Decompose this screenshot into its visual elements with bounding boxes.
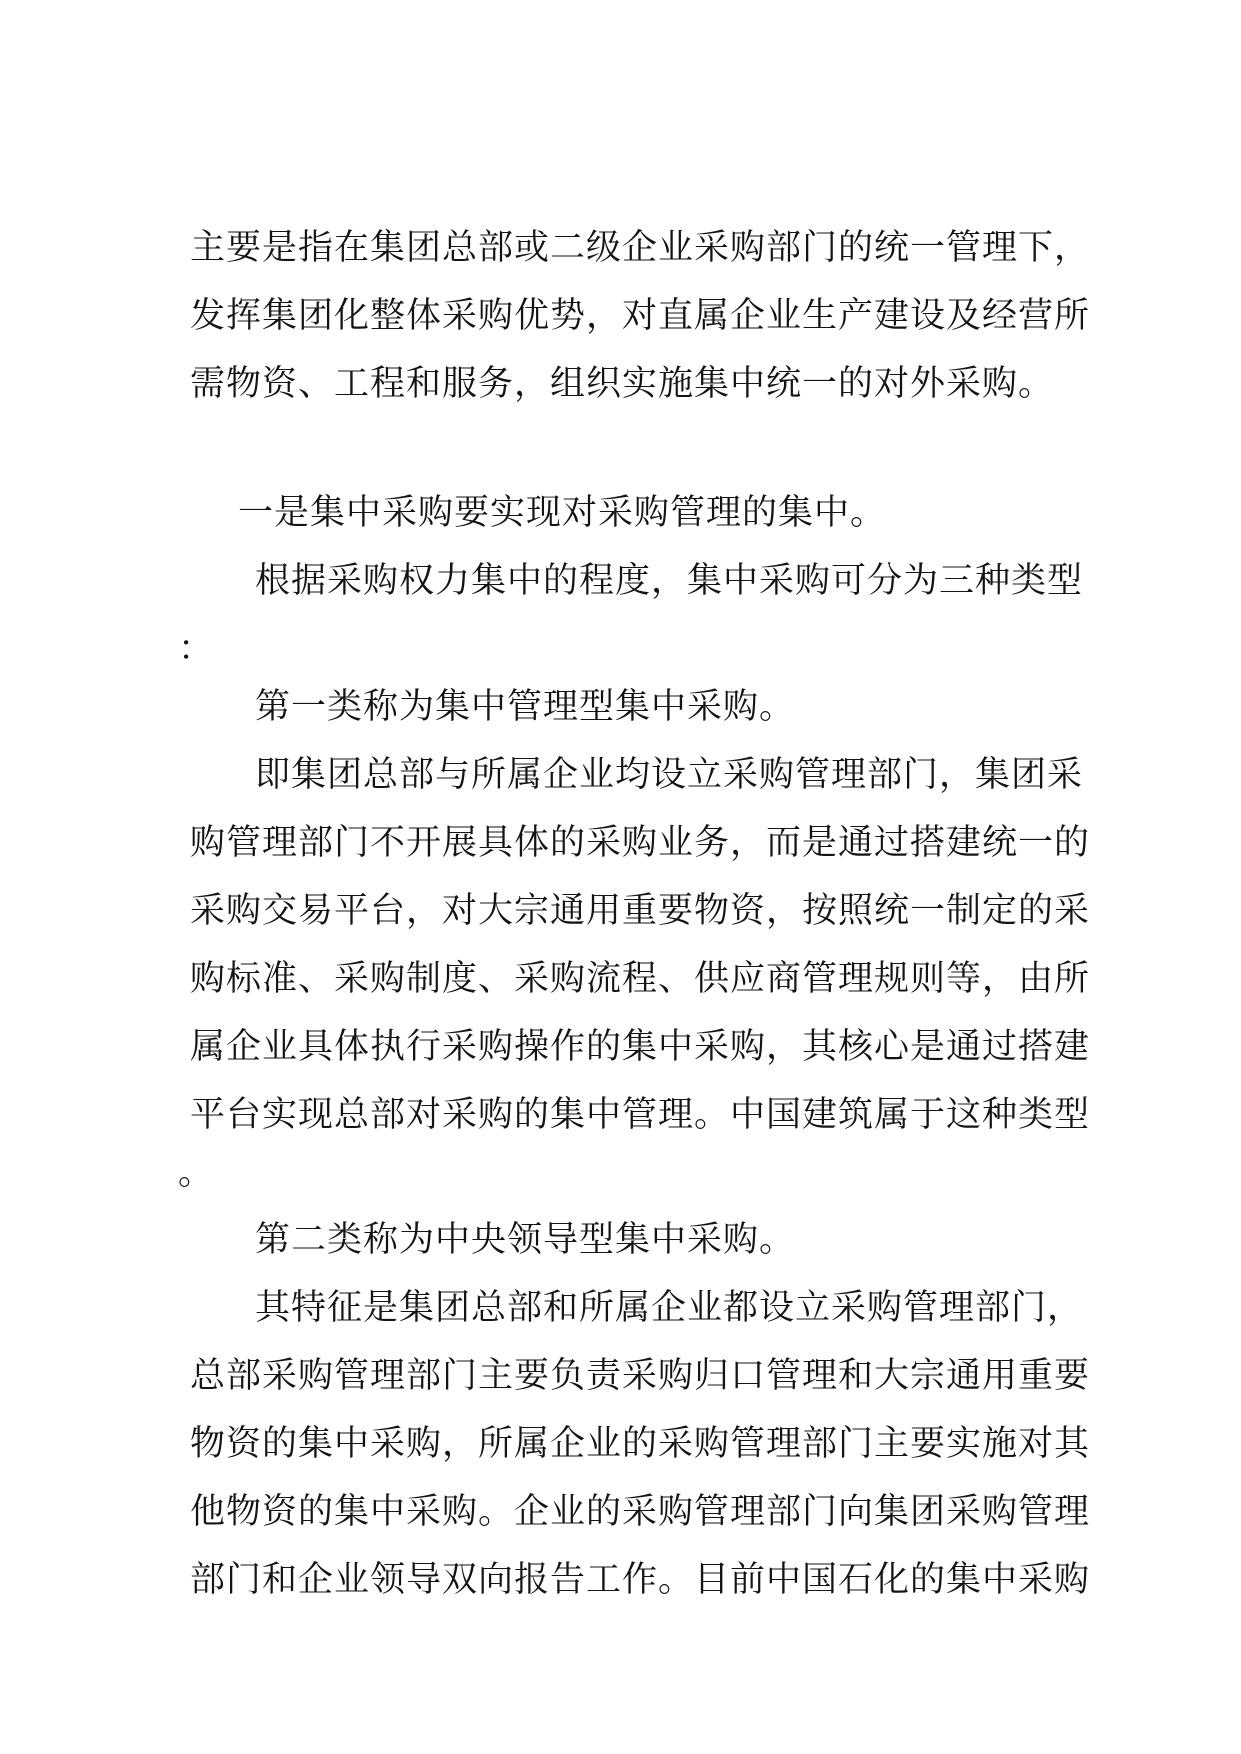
- text-line: ：: [178, 629, 215, 669]
- text-line: 。: [178, 1153, 215, 1193]
- text-line: 总部采购管理部门主要负责采购归口管理和大宗通用重要: [190, 1356, 1091, 1396]
- text-line: 第二类称为中央领导型集中采购。: [255, 1220, 796, 1260]
- text-line: 发挥集团化整体采购优势，对直属企业生产建设及经营所: [190, 296, 1091, 336]
- text-line: 属企业具体执行采购操作的集中采购，其核心是通过搭建: [190, 1027, 1091, 1067]
- text-line: 需物资、工程和服务，组织实施集中统一的对外采购。: [190, 364, 1055, 404]
- text-line: 采购交易平台，对大宗通用重要物资，按照统一制定的采: [190, 891, 1091, 931]
- text-line: 一是集中采购要实现对采购管理的集中。: [238, 493, 887, 533]
- text-line: 平台实现总部对采购的集中管理。中国建筑属于这种类型: [190, 1095, 1091, 1135]
- text-line: 第一类称为集中管理型集中采购。: [255, 687, 796, 727]
- text-line: 主要是指在集团总部或二级企业采购部门的统一管理下，: [190, 228, 1091, 268]
- text-line: 物资的集中采购，所属企业的采购管理部门主要实施对其: [190, 1424, 1091, 1464]
- text-line: 他物资的集中采购。企业的采购管理部门向集团采购管理: [190, 1492, 1091, 1532]
- text-line: 根据采购权力集中的程度，集中采购可分为三种类型: [255, 561, 1084, 601]
- text-line: 即集团总部与所属企业均设立采购管理部门，集团采: [255, 755, 1084, 795]
- text-line: 其特征是集团总部和所属企业都设立采购管理部门，: [255, 1288, 1084, 1328]
- text-line: 购管理部门不开展具体的采购业务，而是通过搭建统一的: [190, 823, 1091, 863]
- text-line: 购标准、采购制度、采购流程、供应商管理规则等，由所: [190, 959, 1091, 999]
- text-line: 部门和企业领导双向报告工作。目前中国石化的集中采购: [190, 1560, 1091, 1600]
